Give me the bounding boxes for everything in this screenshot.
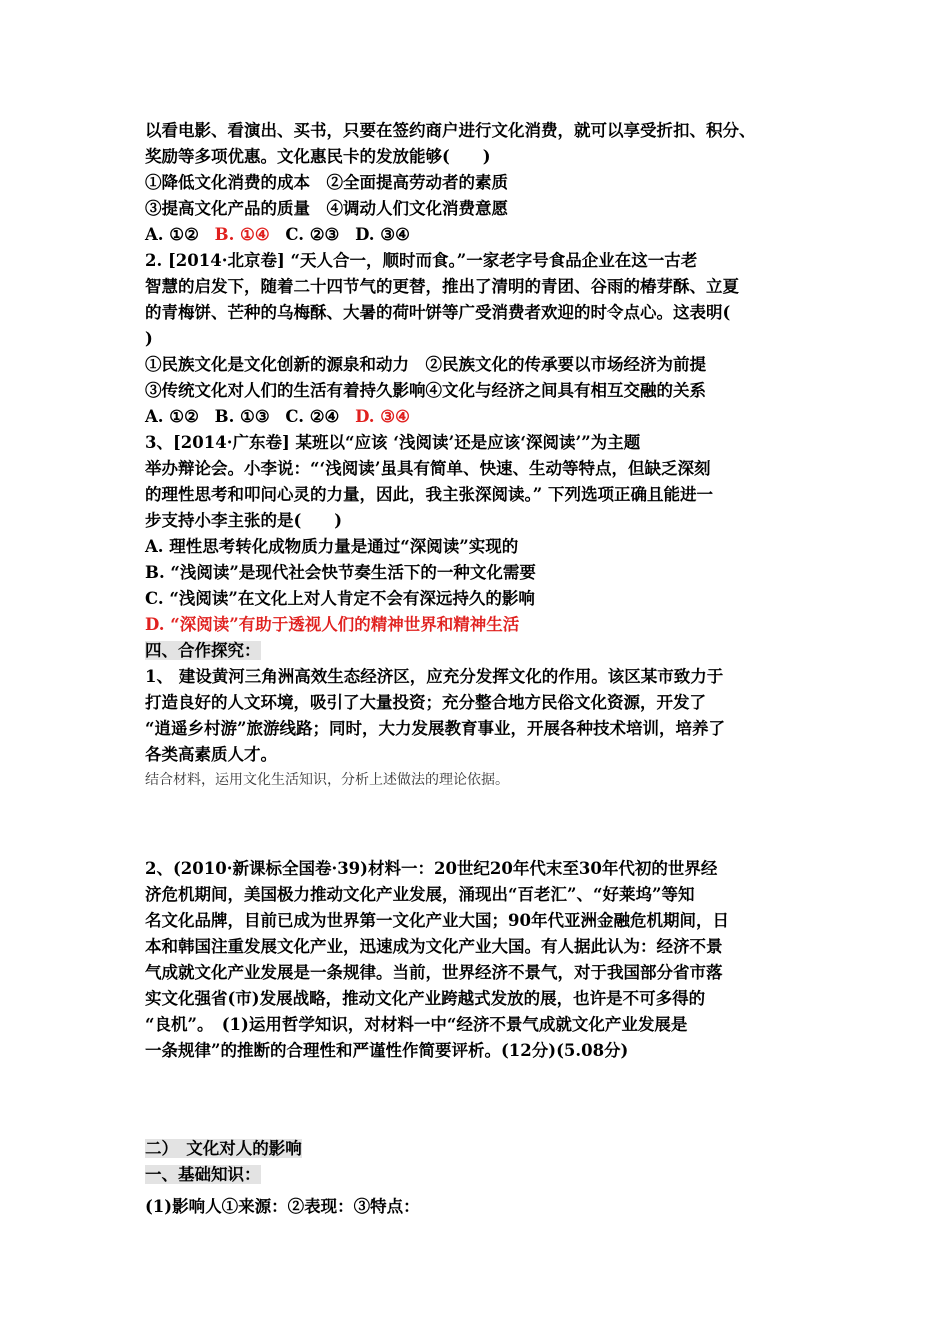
section4-heading-text: 四、合作探究： xyxy=(145,641,261,660)
q3-line-2: 举办辩论会。小李说：“‘浅阅读’虽具有简单、快速、生动等特点，但缺乏深刻 xyxy=(145,459,711,478)
section-b-heading xyxy=(145,1136,302,1161)
q2-line-5: ①民族文化是文化创新的源泉和动力 ②民族文化的传承要以市场经济为前提 xyxy=(145,355,706,374)
q1-line-2: 奖励等多项优惠。文化惠民卡的发放能够( ) xyxy=(145,147,491,166)
section4-p2-line-5: 气成就文化产业发展是一条规律。当前，世界经济不景气，对于我国部分省市落 xyxy=(145,963,723,982)
q1-option-b-answer: B. ①④ xyxy=(214,225,270,244)
q2-line-3: 的青梅饼、芒种的乌梅酥、大暑的荷叶饼等广受消费者欢迎的时令点心。这表明( xyxy=(145,303,731,322)
section4-p1-line-4: 各类高素质人才。 xyxy=(145,745,277,764)
section4-p2-line-1: 2、(2010·新课标全国卷·39)材料一：20世纪20年代末至30年代初的世界经 xyxy=(145,859,718,878)
q2-line-2: 智慧的启发下，随着二十四节气的更替，推出了清明的青团、谷雨的椿芽酥、立夏 xyxy=(145,277,739,296)
q1-option-a: A. ①② xyxy=(145,225,199,244)
q2-options xyxy=(145,404,420,429)
section4-p2-line-6: 实文化强省(市)发展战略，推动文化产业跨越式发放的展，也许是不可多得的 xyxy=(145,989,706,1008)
q1-option-c: C. ②③ xyxy=(285,225,340,244)
section4-p2-line-8: 一条规律”的推断的合理性和严谨性作简要评析。(12分)(5.08分) xyxy=(145,1041,629,1060)
section4-p1-note: 结合材料，运用文化生活知识，分析上述做法的理论依据。 xyxy=(145,772,509,788)
section4-p1-line-3: “逍遥乡村游”旅游线路；同时，大力发展教育事业，开展各种技术培训，培养了 xyxy=(145,719,725,738)
q1-line-1: 以看电影、看演出、买书，只要在签约商户进行文化消费，就可以享受折扣、积分、 xyxy=(145,121,756,140)
section4-p2-line-4: 本和韩国注重发展文化产业，迅速成为文化产业大国。有人据此认为：经济不景 xyxy=(145,937,723,956)
q1-options xyxy=(145,222,420,247)
q2-option-a: A. ①② xyxy=(145,407,199,426)
section4-p2-line-7: “良机”。 (1)运用哲学知识，对材料一中“经济不景气成就文化产业发展是 xyxy=(145,1015,688,1034)
section4-heading xyxy=(145,638,261,663)
section-b-heading-text: 二） 文化对人的影响 xyxy=(145,1139,302,1158)
q2-line-1: 2. [2014·北京卷] “天人合一，顺时而食。”一家老字号食品企业在这一古老 xyxy=(145,251,698,270)
q2-option-c: C. ②④ xyxy=(285,407,340,426)
section-b-sub xyxy=(145,1162,261,1187)
q2-option-d-answer: D. ③④ xyxy=(355,407,410,426)
q3-option-d-answer: D. “深阅读”有助于透视人们的精神世界和精神生活 xyxy=(145,615,520,634)
q3-option-b: B. “浅阅读”是现代社会快节奏生活下的一种文化需要 xyxy=(145,563,536,582)
q3-option-a: A. 理性思考转化成物质力量是通过“深阅读”实现的 xyxy=(145,537,519,556)
q1-option-d: D. ③④ xyxy=(355,225,410,244)
q2-line-6: ③传统文化对人们的生活有着持久影响④文化与经济之间具有相互交融的关系 xyxy=(145,381,706,400)
q2-line-4: ) xyxy=(145,329,153,348)
q2-option-b: B. ①③ xyxy=(214,407,270,426)
q3-line-4: 步支持小李主张的是( ) xyxy=(145,511,343,530)
q1-line-3: ①降低文化消费的成本 ②全面提高劳动者的素质 xyxy=(145,173,508,192)
q3-line-3: 的理性思考和叩问心灵的力量，因此，我主张深阅读。” 下列选项正确且能进一 xyxy=(145,485,713,504)
section4-p2-line-2: 济危机期间，美国极力推动文化产业发展，涌现出“百老汇”、“好莱坞”等知 xyxy=(145,885,695,904)
section4-p1-line-1: 1、 建设黄河三角洲高效生态经济区，应充分发挥文化的作用。该区某市致力于 xyxy=(145,667,724,686)
q3-line-1: 3、[2014·广东卷] 某班以“应该 ‘浅阅读’还是应该‘深阅读’”为主题 xyxy=(145,433,641,452)
section-b-line-1: (1)影响人①来源：②表现：③特点： xyxy=(145,1197,420,1216)
q1-line-4: ③提高文化产品的质量 ④调动人们文化消费意愿 xyxy=(145,199,508,218)
section4-p2-line-3: 名文化品牌，目前已成为世界第一文化产业大国；90年代亚洲金融危机期间，日 xyxy=(145,911,729,930)
section4-p1-line-2: 打造良好的人文环境，吸引了大量投资；充分整合地方民俗文化资源，开发了 xyxy=(145,693,706,712)
section-b-sub-text: 一、基础知识： xyxy=(145,1165,261,1184)
q3-option-c: C. “浅阅读”在文化上对人肯定不会有深远持久的影响 xyxy=(145,589,535,608)
